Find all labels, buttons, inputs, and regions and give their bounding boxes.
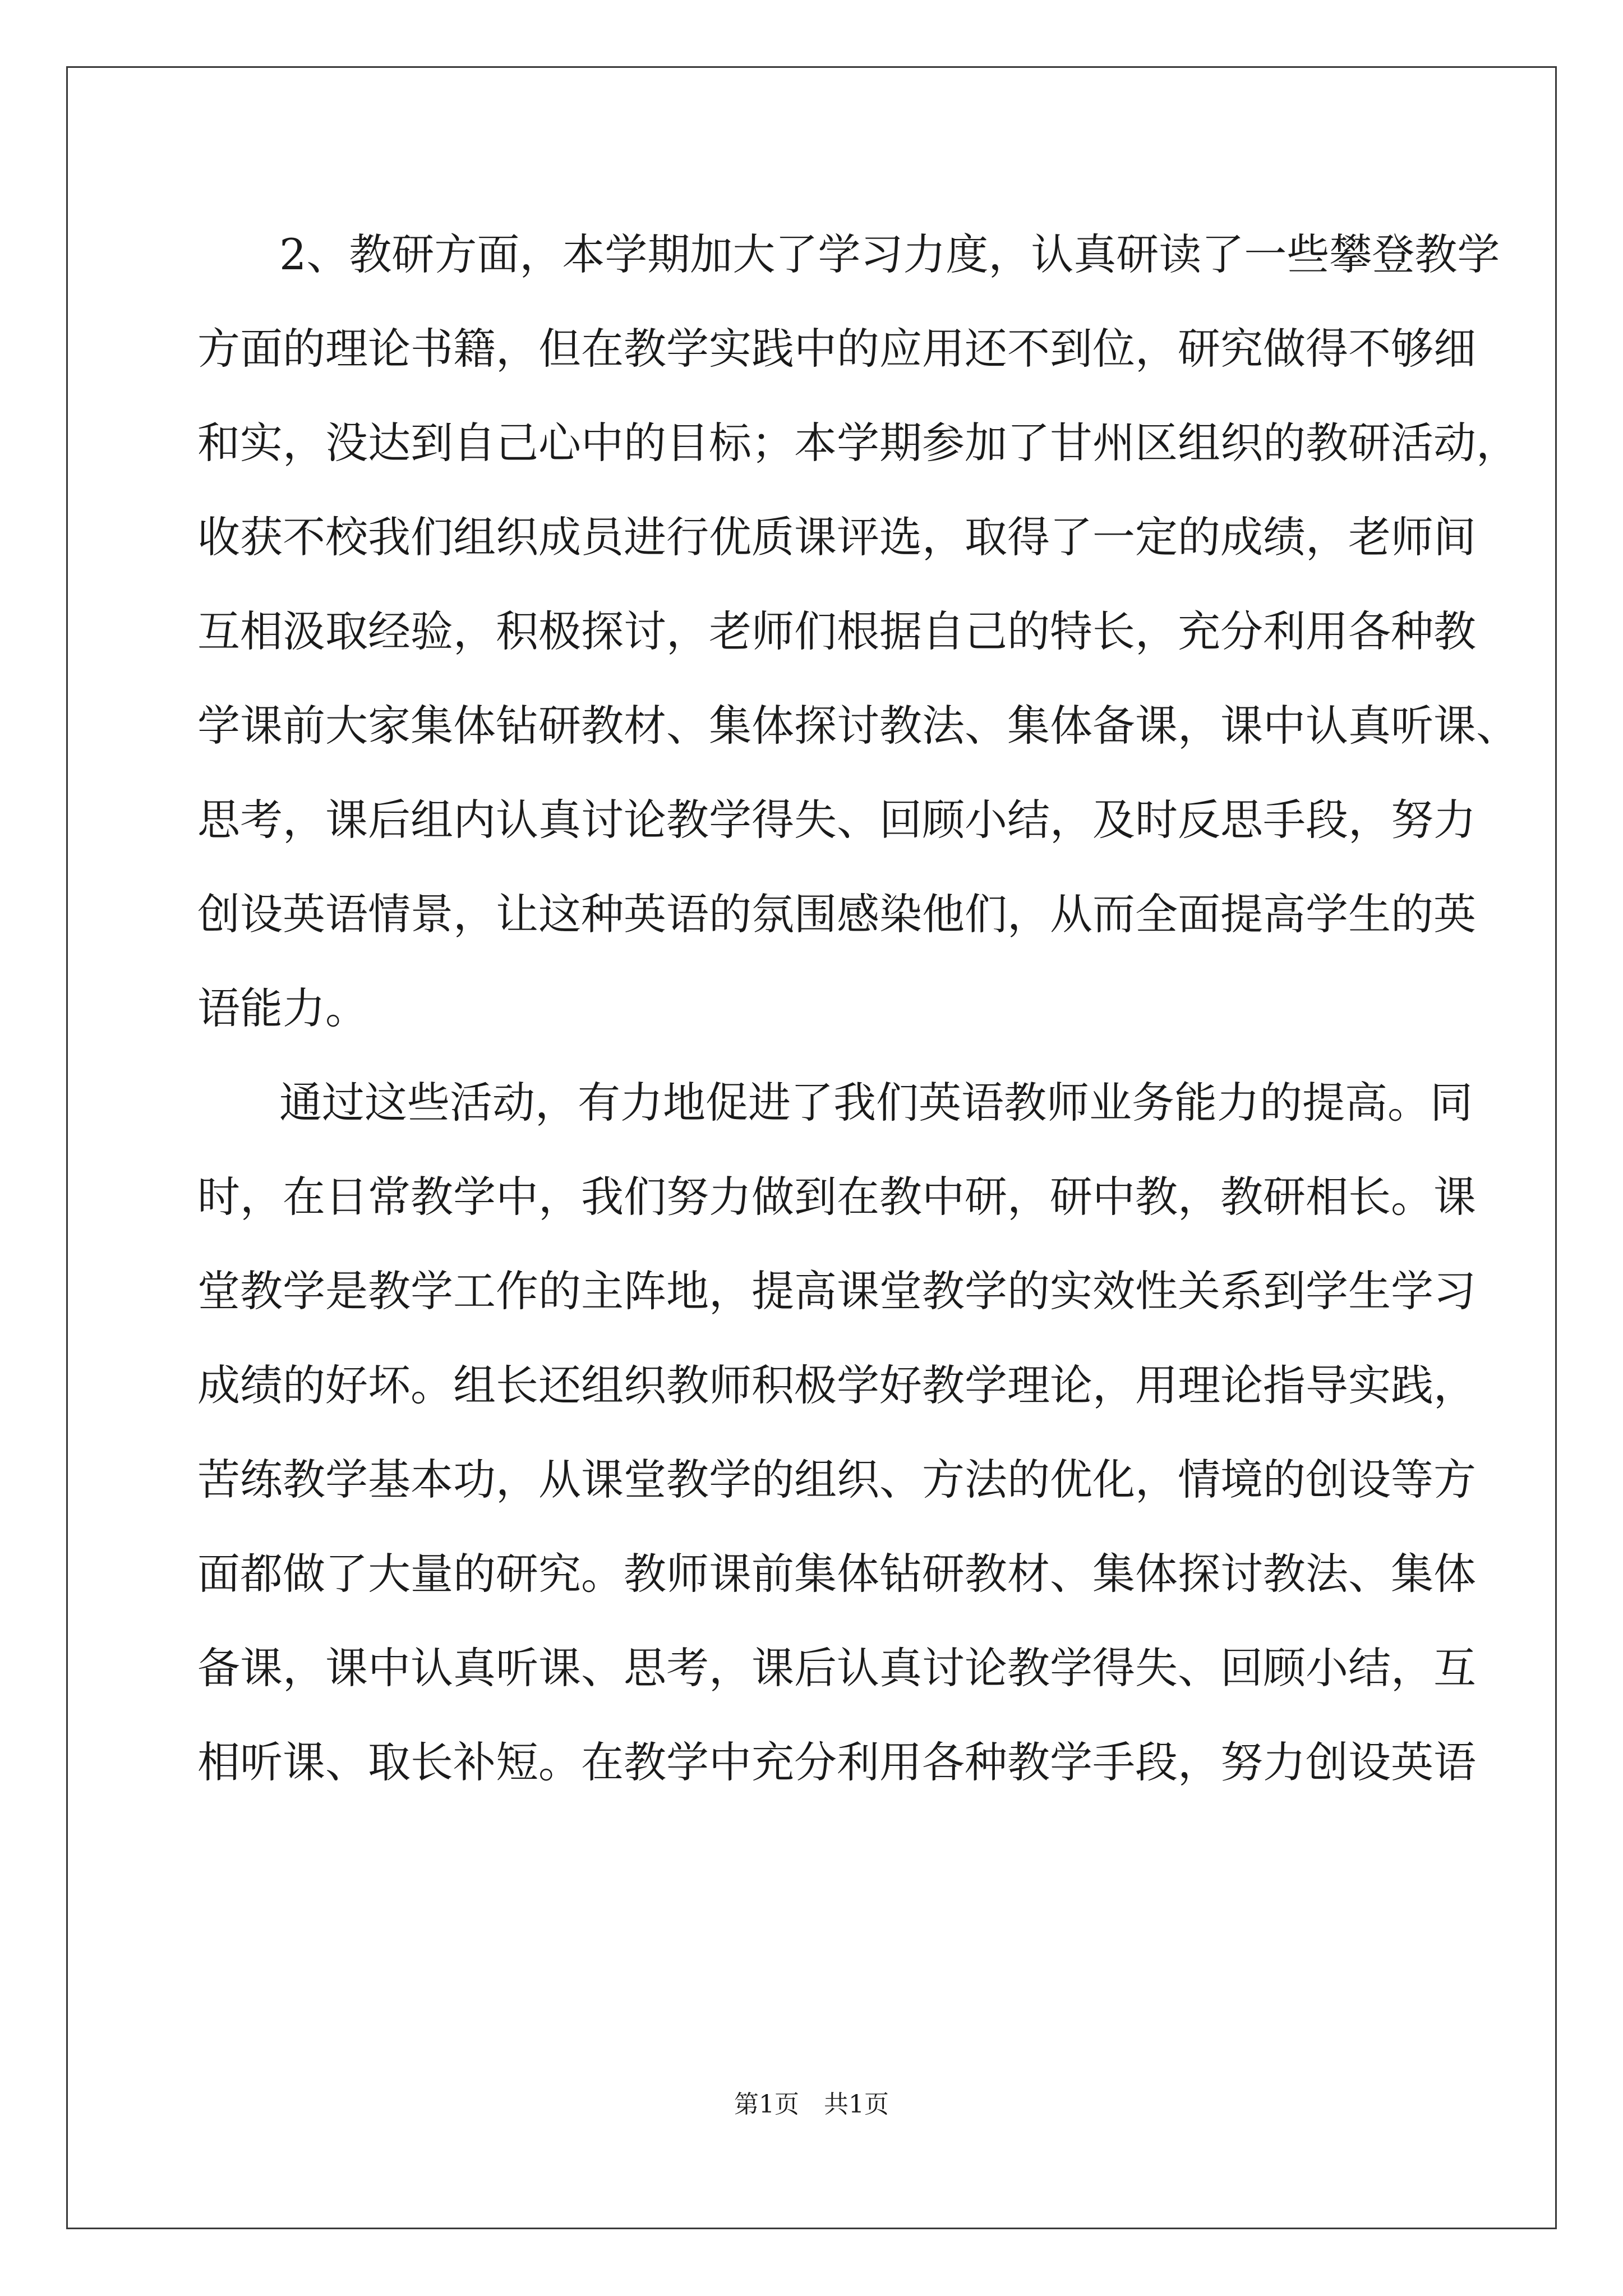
page-number-footer: 第1页 共1页 (734, 2090, 889, 2119)
paragraph-line: 相听课、取长补短。在教学中充分利用各种教学手段，努力创设英语 (197, 1737, 1476, 1787)
paragraph-line: 语能力。 (197, 983, 368, 1033)
paragraph-line: 互相汲取经验，积极探讨，老师们根据自己的特长，充分利用各种教 (197, 606, 1476, 656)
paragraph-line: 成绩的好坏。组长还组织教师积极学好教学理论，用理论指导实践， (197, 1360, 1476, 1410)
paragraph-line: 苦练教学基本功，从课堂教学的组织、方法的优化，情境的创设等方 (197, 1455, 1476, 1504)
document-body (197, 208, 1519, 1810)
paragraph-line: 2、教研方面，本学期加大了学习力度，认真研读了一些攀登教学 (279, 229, 1500, 279)
paragraph-line: 方面的理论书籍，但在教学实践中的应用还不到位，研究做得不够细 (197, 324, 1476, 374)
paragraph-line: 堂教学是教学工作的主阵地，提高课堂教学的实效性关系到学生学习 (197, 1266, 1476, 1316)
paragraph-2 (197, 1056, 1476, 1810)
paragraph-line: 创设英语情景，让这种英语的氛围感染他们，从而全面提高学生的英 (197, 889, 1476, 939)
paragraph-line: 通过这些活动，有力地促进了我们英语教师业务能力的提高。同 (279, 1078, 1473, 1128)
paragraph-line: 思考，课后组内认真讨论教学得失、回顾小结，及时反思手段，努力 (197, 795, 1476, 845)
paragraph-line: 备课，课中认真听课、思考，课后认真讨论教学得失、回顾小结，互 (197, 1643, 1476, 1693)
paragraph-line: 收获不校我们组织成员进行优质课评选，取得了一定的成绩，老师间 (197, 512, 1476, 562)
paragraph-1 (197, 208, 1519, 1056)
paragraph-line: 面都做了大量的研究。教师课前集体钻研教材、集体探讨教法、集体 (197, 1549, 1476, 1599)
paragraph-line: 时，在日常教学中，我们努力做到在教中研，研中教，教研相长。课 (197, 1172, 1476, 1222)
paragraph-line: 和实，没达到自己心中的目标；本学期参加了甘州区组织的教研活动， (197, 418, 1519, 468)
paragraph-line: 学课前大家集体钻研教材、集体探讨教法、集体备课，课中认真听课、 (197, 701, 1519, 751)
